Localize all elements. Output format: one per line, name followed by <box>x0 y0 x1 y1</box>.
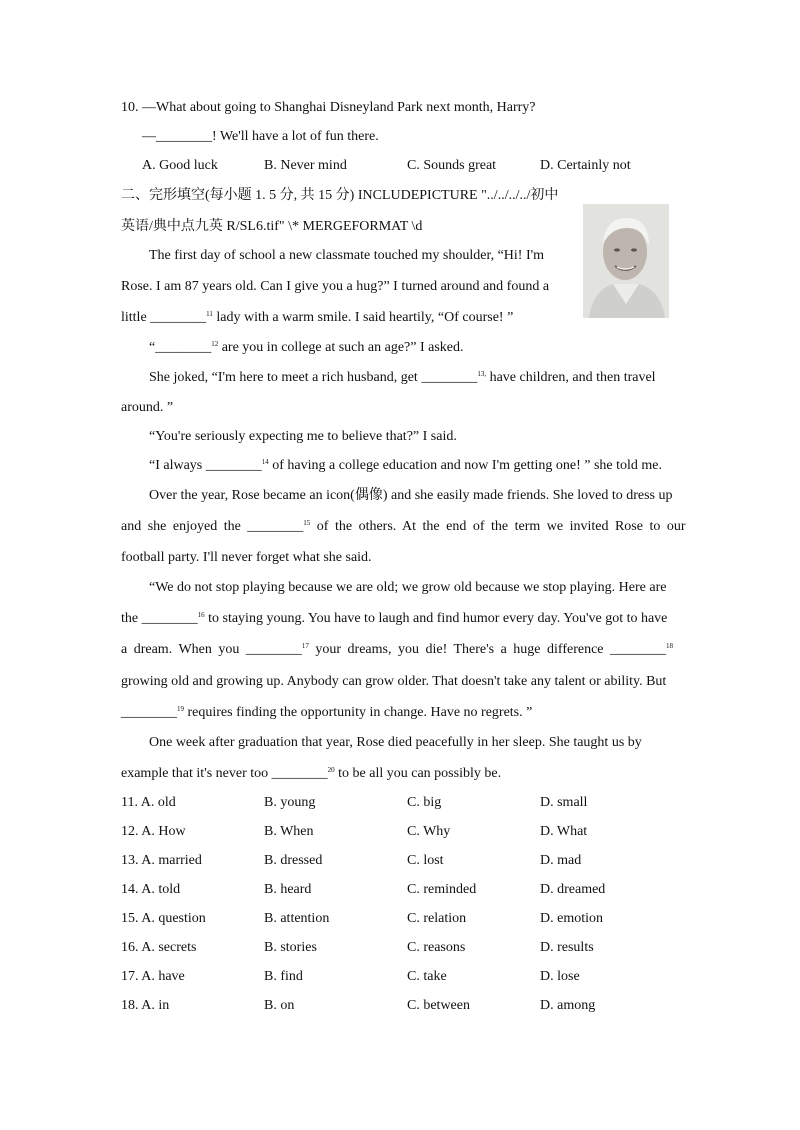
blank-number-19: 19 <box>177 705 184 713</box>
passage-text: a dream. When you ________ <box>121 642 302 657</box>
q18-option-c: C. between <box>407 998 470 1013</box>
blank-number-13: 13, <box>477 370 487 378</box>
passage-text: The first day of school a new classmate touched my shoulder, “Hi! I'm <box>149 248 545 263</box>
passage-text: to be all you can possibly be. <box>334 766 502 781</box>
passage-text: ________ <box>121 705 177 720</box>
passage-text: little ________ <box>121 310 207 325</box>
q10-option-b: B. Never mind <box>264 158 347 173</box>
blank-number-15: 15 <box>303 519 311 527</box>
passage-p5 <box>149 457 662 475</box>
q18-option-b: B. on <box>264 998 295 1013</box>
passage-text: of having a college education and now I'm getting one! ” she told me. <box>268 458 663 473</box>
passage-p1-line1 <box>149 247 572 265</box>
q11-option-a: 11. A. old <box>121 795 176 810</box>
passage-p3-line2: around. ” <box>121 400 174 415</box>
passage-p4: “You're seriously expecting me to believe that?” I said. <box>149 429 457 444</box>
q18-option-d: D. among <box>540 998 596 1013</box>
section-heading-continued: 英语/典中点九英 R/SL6.tif" \* MERGEFORMAT \d <box>121 219 423 234</box>
q16-option-b: B. stories <box>264 940 317 955</box>
q12-option-d: D. What <box>540 824 588 839</box>
q16-option-d: D. results <box>540 940 594 955</box>
q10-answer-line: —________! We'll have a lot of fun there. <box>142 129 379 144</box>
passage-p2 <box>149 339 464 357</box>
blank-number-14: 14 <box>261 458 269 466</box>
q13-option-c: C. lost <box>407 853 444 868</box>
q15-option-a: 15. A. question <box>121 911 206 926</box>
q18-option-a: 18. A. in <box>121 998 170 1013</box>
passage-text: to staying young. You have to laugh and find humor every day. You've got to have <box>204 611 668 626</box>
q12-option-a: 12. A. How <box>121 824 186 839</box>
passage-p8-line2 <box>121 765 501 783</box>
q12-option-c: C. Why <box>407 824 451 839</box>
blank-number-20: 20 <box>327 766 335 774</box>
q15-option-d: D. emotion <box>540 911 603 926</box>
q14-option-b: B. heard <box>264 882 312 897</box>
passage-text: are you in college at such an age?” I asked. <box>218 340 464 355</box>
q17-option-d: D. lose <box>540 969 580 984</box>
blank-number-16: 16 <box>197 611 205 619</box>
q14-option-d: D. dreamed <box>540 882 606 897</box>
q13-option-d: D. mad <box>540 853 582 868</box>
q10-option-c: C. Sounds great <box>407 158 497 173</box>
q16-option-c: C. reasons <box>407 940 466 955</box>
passage-text: of the others. At the end of the term we invited Rose to our <box>310 519 686 534</box>
q10-question: 10. —What about going to Shanghai Disneyland Park next month, Harry? <box>121 100 536 115</box>
passage-p6-line1: Over the year, Rose became an icon(偶像) and she easily made friends. She loved to dress up <box>149 488 673 503</box>
passage-p7-line4: growing old and growing up. Anybody can grow older. That doesn't take any talent or ability. But <box>121 674 667 689</box>
passage-p7-line1: “We do not stop playing because we are old; we grow old because we stop playing. Here are <box>149 580 667 595</box>
q13-option-b: B. dressed <box>264 853 323 868</box>
passage-text: She joked, “I'm here to meet a rich husband, get ________ <box>149 370 478 385</box>
passage-p7-line2 <box>121 610 667 628</box>
passage-text: example that it's never too ________ <box>121 766 328 781</box>
passage-p6-line3: football party. I'll never forget what she said. <box>121 550 372 565</box>
q11-option-c: C. big <box>407 795 442 810</box>
passage-p8-line1: One week after graduation that year, Rose died peacefully in her sleep. She taught us by <box>149 735 642 750</box>
blank-number-17: 17 <box>301 642 309 650</box>
passage-text: “________ <box>149 340 212 355</box>
q10-option-a: A. Good luck <box>142 158 218 173</box>
passage-p3-line1 <box>149 369 656 387</box>
q11-option-b: B. young <box>264 795 316 810</box>
q16-option-a: 16. A. secrets <box>121 940 197 955</box>
passage-text: have children, and then travel <box>486 370 656 385</box>
q15-option-c: C. relation <box>407 911 467 926</box>
blank-number-11: 11 <box>206 310 213 318</box>
passage-text: and she enjoyed the ________ <box>121 519 304 534</box>
elderly-woman-photo <box>583 204 669 318</box>
q14-option-c: C. reminded <box>407 882 477 897</box>
q17-option-a: 17. A. have <box>121 969 185 984</box>
passage-p1-line2: Rose. I am 87 years old. Can I give you a hug?” I turned around and found a <box>121 279 550 294</box>
passage-text: the ________ <box>121 611 198 626</box>
passage-text: lady with a warm smile. I said heartily, “Of course! ” <box>212 310 514 325</box>
q13-option-a: 13. A. married <box>121 853 202 868</box>
blank-number-12: 12 <box>211 340 219 348</box>
passage-p7-line5 <box>121 704 532 722</box>
q15-option-b: B. attention <box>264 911 330 926</box>
blank-number-18: 18 <box>666 642 673 650</box>
q14-option-a: 14. A. told <box>121 882 181 897</box>
q11-option-d: D. small <box>540 795 588 810</box>
passage-text: “I always ________ <box>149 458 262 473</box>
passage-p7-line3 <box>121 641 673 659</box>
passage-p6-line2 <box>121 518 686 536</box>
q12-option-b: B. When <box>264 824 314 839</box>
passage-text: your dreams, you die! There's a huge difference ________ <box>308 642 666 657</box>
passage-text: requires finding the opportunity in change. Have no regrets. ” <box>184 705 533 720</box>
q17-option-c: C. take <box>407 969 447 984</box>
q17-option-b: B. find <box>264 969 303 984</box>
passage-p1-line3 <box>121 309 513 327</box>
section-heading: 二、完形填空(每小题 1. 5 分, 共 15 分) INCLUDEPICTURE "../../../../初中 <box>121 188 559 203</box>
q10-option-d: D. Certainly not <box>540 158 631 173</box>
